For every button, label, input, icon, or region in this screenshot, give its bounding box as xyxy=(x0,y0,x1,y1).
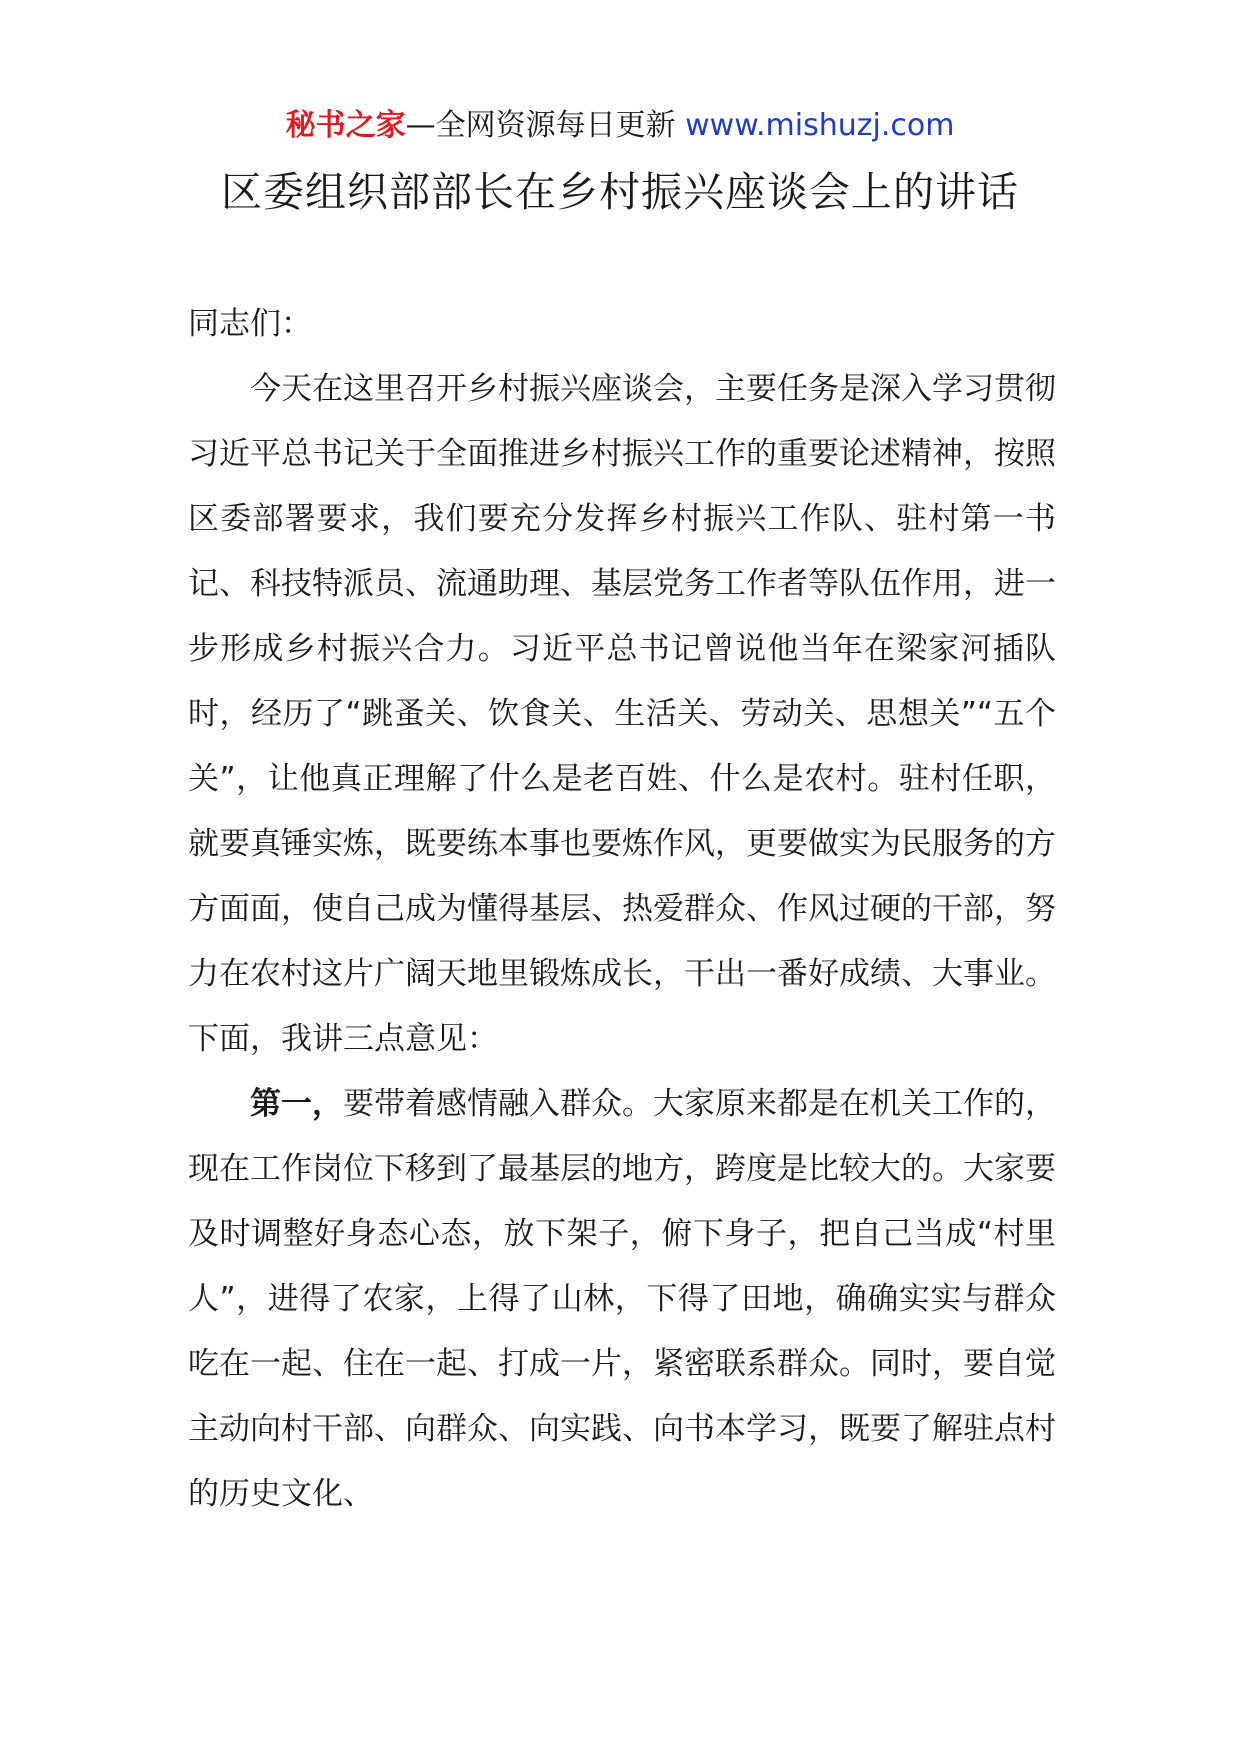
document-body xyxy=(188,292,1056,1527)
point-one-text: 要带着感情融入群众。大家原来都是在机关工作的，现在工作岗位下移到了最基层的地方，跨度是比较大的。大家要及时调整好身态心态，放下架子，俯下身子，把自己当成“村里人”，进得了农家，上得了山林，下得了田地，确确实实与群众吃在一起、住在一起、打成一片，紧密联系群众。同时，要自觉主动向村干部、向群众、向实践、向书本学习，既要了解驻点村的历史文化、 xyxy=(188,1086,1056,1512)
header-slogan: —全网资源每日更新 xyxy=(405,108,686,143)
paragraph-point-one xyxy=(188,1072,1056,1527)
brand-name: 秘书之家 xyxy=(285,108,406,143)
salutation: 同志们： xyxy=(188,306,312,342)
site-header xyxy=(0,104,1240,148)
document-title: 区委组织部部长在乡村振兴座谈会上的讲话 xyxy=(221,168,1019,216)
paragraph-intro: 今天在这里召开乡村振兴座谈会，主要任务是深入学习贯彻习近平总书记关于全面推进乡村振兴工作的重要论述精神，按照区委部署要求，我们要充分发挥乡村振兴工作队、驻村第一书记、科技特派员、流通助理、基层党务工作者等队伍作用，进一步形成乡村振兴合力。习近平总书记曾说他当年在梁家河插队时，经历了“跳蚤关、饮食关、生活关、劳动关、思想关”“五个关”，让他真正理解了什么是老百姓、什么是农村。驻村任职，就要真锤实炼，既要练本事也要炼作风，更要做实为民服务的方方面面，使自己成为懂得基层、热爱群众、作风过硬的干部，努力在农村这片广阔天地里锻炼成长，干出一番好成绩、大事业。下面，我讲三点意见： xyxy=(188,371,1056,1057)
point-one-lead: 第一， xyxy=(250,1086,343,1122)
site-url-link[interactable]: www.mishuzj.com xyxy=(685,108,955,143)
